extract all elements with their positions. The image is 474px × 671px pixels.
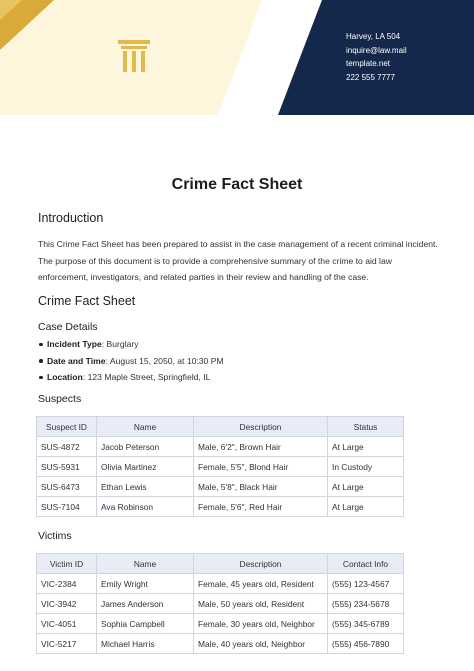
case-details-heading: Case Details bbox=[38, 321, 98, 333]
table-row bbox=[37, 614, 404, 634]
introduction-text: This Crime Fact Sheet has been prepared to assist in the case management of a recent criminal incident. The purpose of this document is to provide a comprehensive summary of the crime to aid law enforcement, investigators, and related parties in their review and handling of the case. bbox=[38, 239, 438, 282]
detail-date-time: Date and Time: August 15, 2050, at 10:30 PM bbox=[38, 353, 224, 370]
table-cell: Male, 40 years old, Neighbor bbox=[194, 634, 328, 654]
table-cell: Jacob Peterson bbox=[97, 437, 194, 457]
page-title: Crime Fact Sheet bbox=[171, 176, 303, 193]
table-cell: In Custody bbox=[328, 457, 404, 477]
table-cell: VIC-4051 bbox=[37, 614, 97, 634]
table-cell: Ava Robinson bbox=[97, 497, 194, 517]
table-cell: SUS-4872 bbox=[37, 437, 97, 457]
table-cell: Sophia Campbell bbox=[97, 614, 194, 634]
suspects-table bbox=[36, 416, 404, 517]
letterhead bbox=[0, 0, 474, 115]
table-cell: Male, 5'8", Black Hair bbox=[194, 477, 328, 497]
table-cell: Female, 30 years old, Neighbor bbox=[194, 614, 328, 634]
column-header: Description bbox=[194, 417, 328, 437]
contact-phone: 222 555 7777 bbox=[346, 72, 395, 82]
table-cell: Emily Wright bbox=[97, 574, 194, 594]
table-row bbox=[37, 574, 404, 594]
table-cell: At Large bbox=[328, 497, 404, 517]
table-cell: VIC-3942 bbox=[37, 594, 97, 614]
table-cell: Female, 45 years old, Resident bbox=[194, 574, 328, 594]
table-cell: Olivia Martinez bbox=[97, 457, 194, 477]
table-cell: At Large bbox=[328, 437, 404, 457]
column-header: Contact Info bbox=[328, 554, 404, 574]
contact-website: template.net bbox=[346, 59, 391, 68]
table-cell: (555) 345-6789 bbox=[328, 614, 404, 634]
table-row bbox=[37, 594, 404, 614]
table-cell: VIC-2384 bbox=[37, 574, 97, 594]
introduction-heading: Introduction bbox=[38, 211, 104, 225]
detail-label: Incident Type bbox=[47, 339, 102, 349]
table-cell: Female, 5'6", Red Hair bbox=[194, 497, 328, 517]
table-cell: SUS-5931 bbox=[37, 457, 97, 477]
detail-label: Location bbox=[47, 372, 83, 382]
table-cell: (555) 234-5678 bbox=[328, 594, 404, 614]
column-header: Status bbox=[328, 417, 404, 437]
table-cell: (555) 123-4567 bbox=[328, 574, 404, 594]
table-cell: SUS-6473 bbox=[37, 477, 97, 497]
table-cell: Female, 5'5", Blond Hair bbox=[194, 457, 328, 477]
column-header: Name bbox=[97, 417, 194, 437]
contact-block bbox=[346, 30, 407, 84]
table-cell: James Anderson bbox=[97, 594, 194, 614]
detail-location: Location: 123 Maple Street, Springfield, IL bbox=[38, 369, 224, 386]
victims-table bbox=[36, 553, 404, 654]
case-details-list bbox=[38, 336, 224, 386]
table-cell: Ethan Lewis bbox=[97, 477, 194, 497]
table-cell: (555) 456-7890 bbox=[328, 634, 404, 654]
table-cell: VIC-5217 bbox=[37, 634, 97, 654]
suspects-heading: Suspects bbox=[38, 393, 82, 405]
table-cell: Male, 50 years old, Resident bbox=[194, 594, 328, 614]
column-header: Description bbox=[194, 554, 328, 574]
table-row bbox=[37, 457, 404, 477]
fact-sheet-heading: Crime Fact Sheet bbox=[38, 294, 136, 308]
contact-address: Harvey, LA 504 bbox=[346, 32, 401, 41]
detail-label: Date and Time bbox=[47, 355, 106, 366]
detail-value: Burglary bbox=[106, 339, 139, 349]
table-row bbox=[37, 477, 404, 497]
contact-email: inquire@law.mail bbox=[346, 45, 407, 55]
table-header-row bbox=[37, 417, 404, 437]
table-cell: SUS-7104 bbox=[37, 497, 97, 517]
column-header: Name bbox=[97, 554, 194, 574]
table-header-row bbox=[37, 554, 404, 574]
table-row bbox=[37, 437, 404, 457]
table-row bbox=[37, 497, 404, 517]
table-cell: Male, 6'2", Brown Hair bbox=[194, 437, 328, 457]
table-cell: Michael Harris bbox=[97, 634, 194, 654]
column-header: Victim ID bbox=[37, 554, 97, 574]
detail-value: August 15, 2050, at 10:30 PM bbox=[109, 355, 224, 366]
table-row bbox=[37, 634, 404, 654]
victims-heading: Victims bbox=[38, 530, 72, 542]
detail-incident-type: Incident Type: Burglary bbox=[38, 336, 224, 353]
pillar-logo-icon bbox=[116, 40, 152, 74]
detail-value: 123 Maple Street, Springfield, IL bbox=[87, 372, 211, 382]
table-cell: At Large bbox=[328, 477, 404, 497]
column-header: Suspect ID bbox=[37, 417, 97, 437]
